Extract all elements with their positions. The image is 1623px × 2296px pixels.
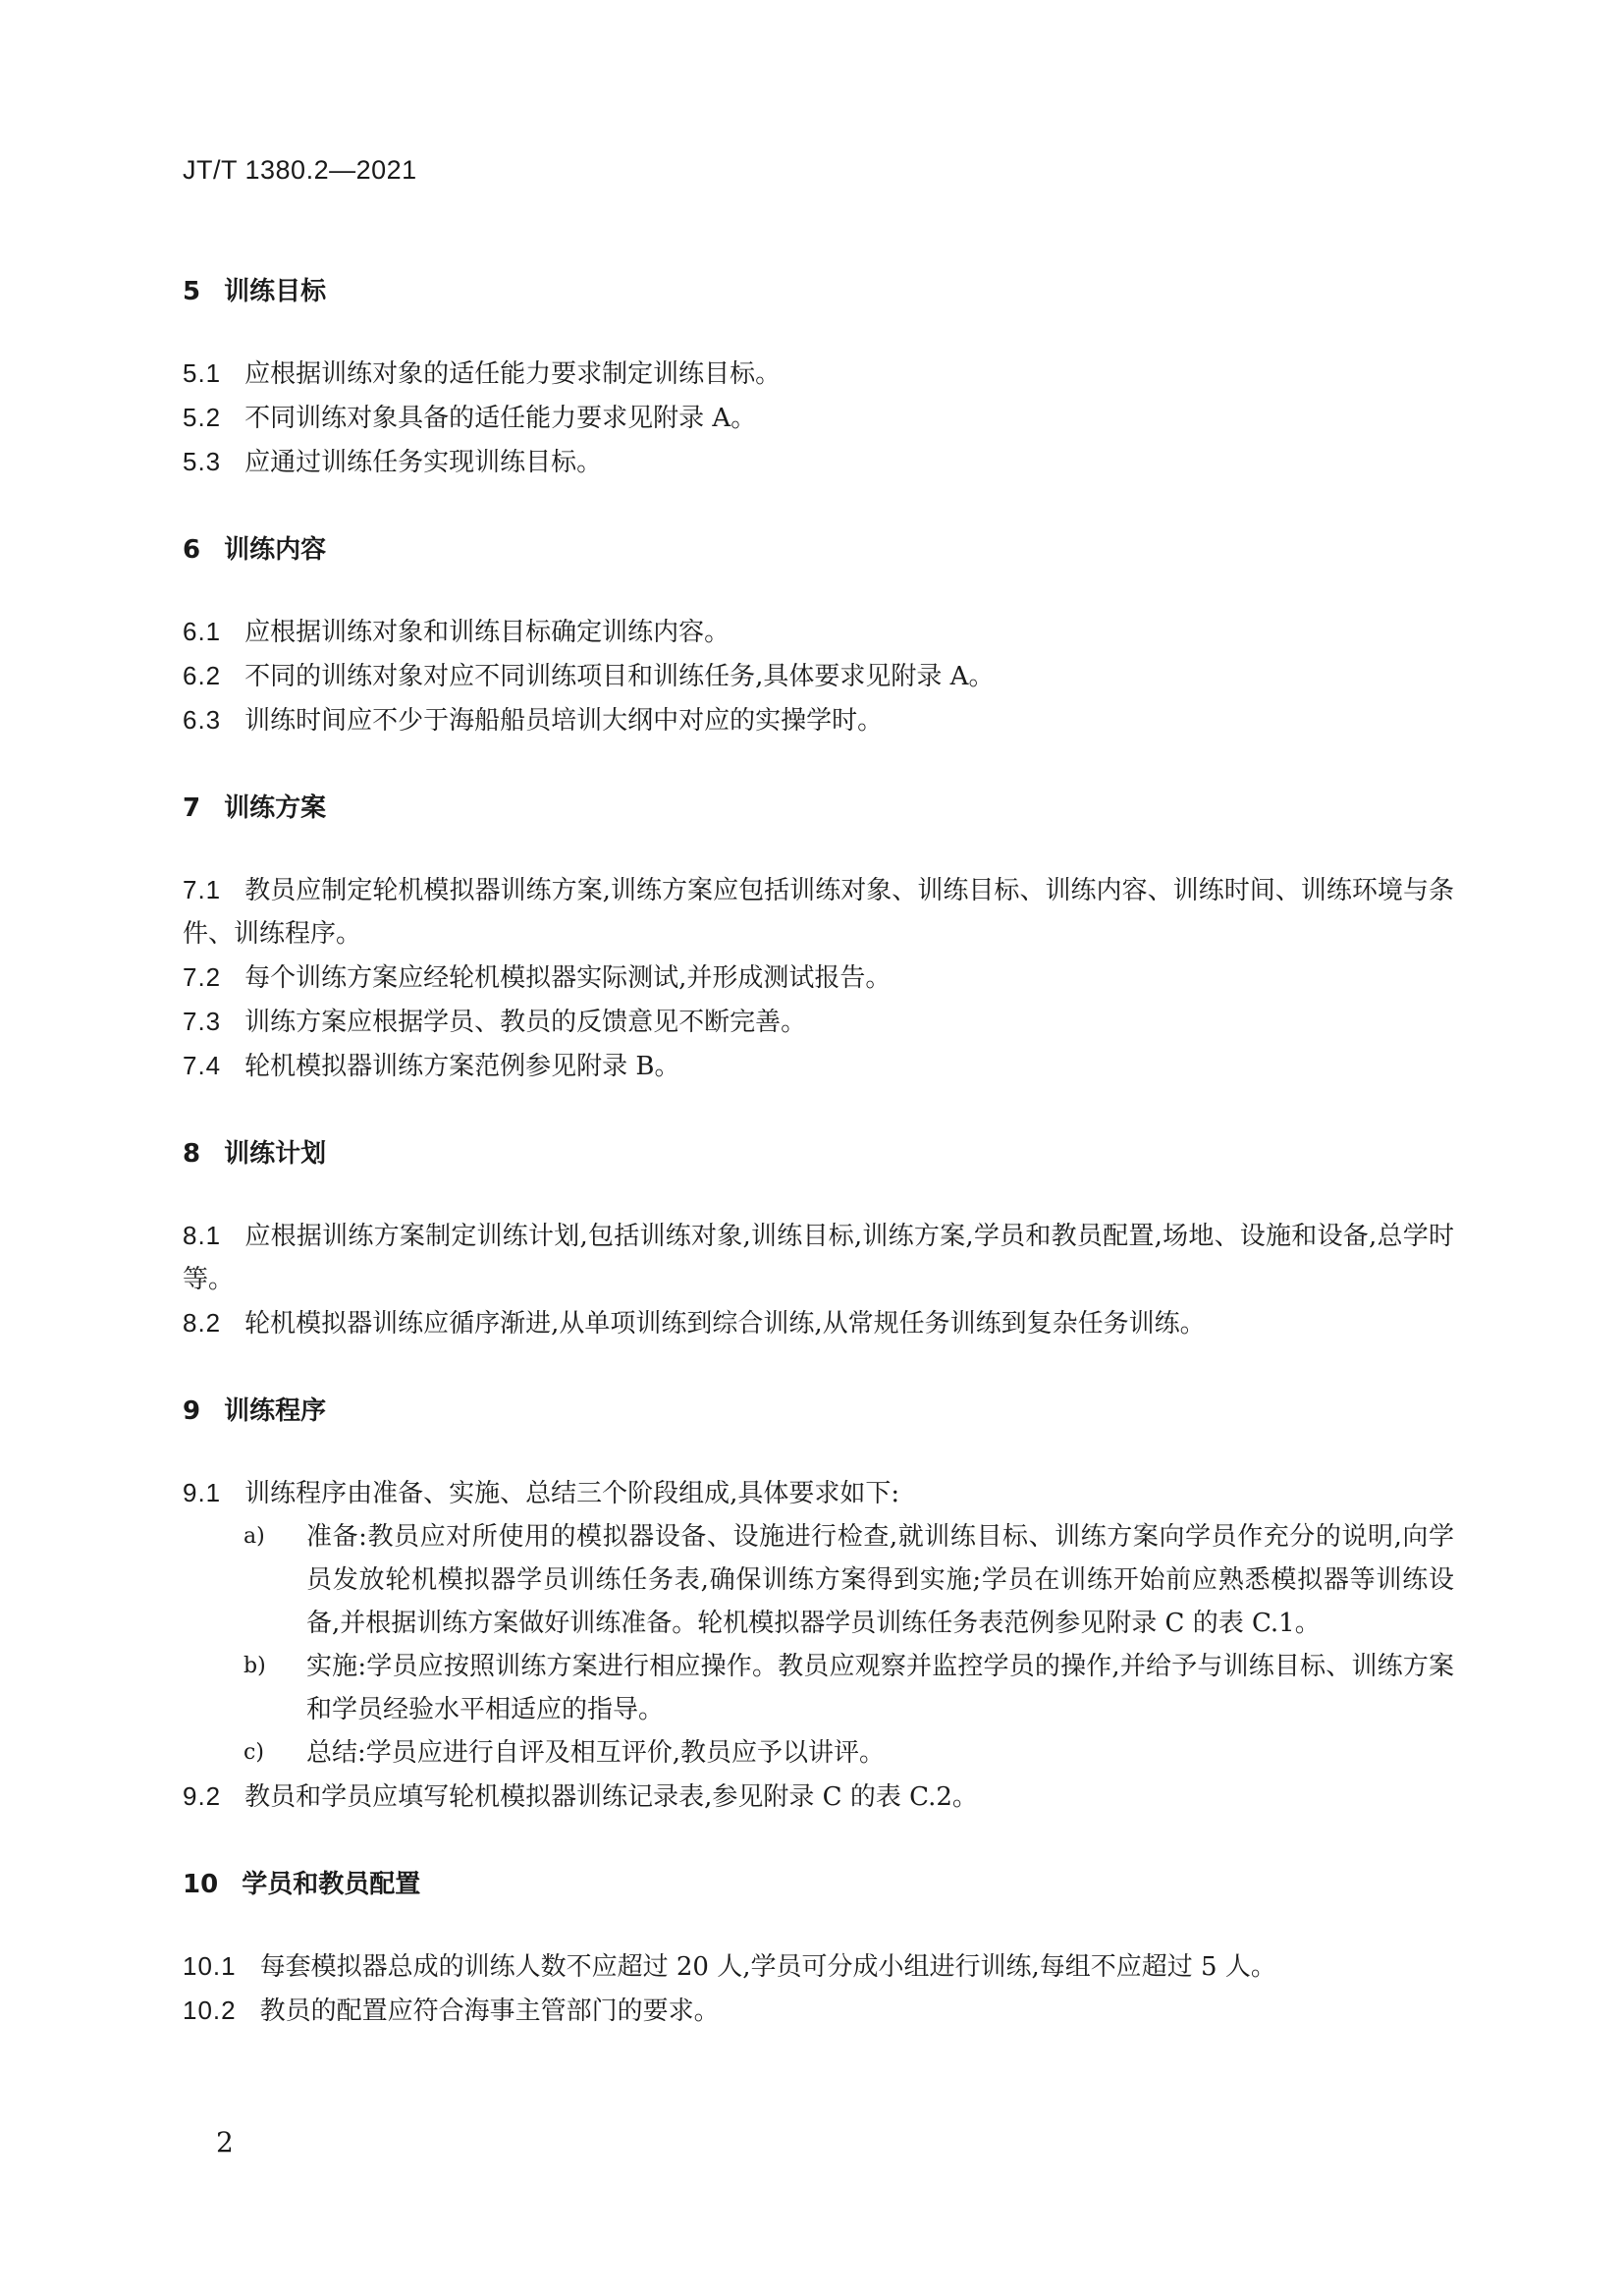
list-marker: c) (243, 1740, 264, 1765)
paragraph (183, 352, 1454, 396)
paragraph (183, 440, 1454, 484)
paragraph-number: 6.1 (183, 617, 222, 646)
paragraph-number: 8.1 (183, 1221, 222, 1250)
paragraph-number: 5.3 (183, 447, 222, 476)
paragraph (183, 956, 1454, 1000)
section-heading (183, 1132, 1454, 1175)
paragraph-number: 8.2 (183, 1308, 222, 1338)
section-title: 训练方案 (224, 793, 327, 823)
section-title: 训练目标 (224, 277, 327, 306)
paragraph (183, 1301, 1454, 1345)
section-title: 训练计划 (224, 1139, 327, 1169)
paragraph-number: 9.2 (183, 1781, 222, 1811)
section-7 (183, 787, 1454, 1088)
paragraph-number: 7.1 (183, 875, 222, 904)
paragraph-number: 6.3 (183, 705, 222, 735)
paragraph (183, 1944, 1454, 1989)
paragraph (183, 610, 1454, 654)
paragraph-text: 教员和学员应填写轮机模拟器训练记录表,参见附录 C 的表 C.2。 (244, 1782, 978, 1812)
paragraph-text: 教员的配置应符合海事主管部门的要求。 (259, 1996, 720, 2026)
paragraph-number: 7.2 (183, 962, 222, 992)
page-number: 2 (216, 2126, 234, 2159)
list-item (183, 1645, 1454, 1731)
section-6 (183, 528, 1454, 742)
paragraph-text: 教员应制定轮机模拟器训练方案,训练方案应包括训练对象、训练目标、训练内容、训练时间、训练环境与条件、训练程序。 (183, 876, 1454, 949)
section-number: 9 (183, 1396, 201, 1426)
section-heading (183, 1390, 1454, 1433)
section-5 (183, 270, 1454, 484)
section-number: 6 (183, 535, 201, 565)
section-title: 学员和教员配置 (242, 1870, 421, 1899)
list-item (183, 1515, 1454, 1645)
section-heading (183, 787, 1454, 830)
paragraph-number: 5.2 (183, 403, 222, 432)
paragraph (183, 654, 1454, 698)
paragraph-number: 10.2 (183, 1995, 237, 2025)
paragraph (183, 1044, 1454, 1088)
paragraph (183, 1471, 1454, 1515)
section-9 (183, 1390, 1454, 1819)
paragraph (183, 698, 1454, 742)
section-title: 训练内容 (224, 535, 327, 565)
paragraph (183, 1214, 1454, 1301)
paragraph (183, 868, 1454, 956)
document-body (183, 270, 1454, 2077)
paragraph (183, 1000, 1454, 1044)
paragraph-text: 训练时间应不少于海船船员培训大纲中对应的实操学时。 (244, 706, 884, 736)
section-title: 训练程序 (224, 1396, 327, 1426)
paragraph-text: 轮机模拟器训练应循序渐进,从单项训练到综合训练,从常规任务训练到复杂任务训练。 (244, 1309, 1206, 1339)
document-id: JT/T 1380.2—2021 (183, 155, 417, 185)
section-8 (183, 1132, 1454, 1345)
paragraph-text: 应根据训练对象的适任能力要求制定训练目标。 (244, 359, 782, 389)
paragraph-text: 应根据训练方案制定训练计划,包括训练对象,训练目标,训练方案,学员和教员配置,场地、设施和设备,总学时等。 (183, 1222, 1454, 1294)
paragraph-number: 6.2 (183, 661, 222, 690)
paragraph-text: 应根据训练对象和训练目标确定训练内容。 (244, 618, 730, 647)
list-item (183, 1731, 1454, 1775)
paragraph-number: 7.3 (183, 1007, 222, 1036)
paragraph-text: 每套模拟器总成的训练人数不应超过 20 人,学员可分成小组进行训练,每组不应超过 5 人。 (259, 1952, 1276, 1982)
paragraph-text: 轮机模拟器训练方案范例参见附录 B。 (244, 1052, 680, 1081)
paragraph-text: 训练方案应根据学员、教员的反馈意见不断完善。 (244, 1008, 807, 1037)
list-item-text: 总结:学员应进行自评及相互评价,教员应予以讲评。 (306, 1738, 886, 1768)
section-number: 7 (183, 793, 201, 823)
paragraph-text: 训练程序由准备、实施、总结三个阶段组成,具体要求如下: (244, 1479, 900, 1508)
list-marker: b) (243, 1654, 266, 1678)
section-heading (183, 1863, 1454, 1906)
paragraph-number: 9.1 (183, 1478, 222, 1507)
paragraph-text: 每个训练方案应经轮机模拟器实际测试,并形成测试报告。 (244, 963, 892, 993)
paragraph-text: 应通过训练任务实现训练目标。 (244, 448, 603, 477)
section-10 (183, 1863, 1454, 2033)
paragraph-number: 5.1 (183, 358, 222, 388)
list-marker: a) (243, 1524, 265, 1549)
section-number: 10 (183, 1870, 219, 1899)
paragraph (183, 396, 1454, 440)
list-item-text: 实施:学员应按照训练方案进行相应操作。教员应观察并监控学员的操作,并给予与训练目标、训练方案和学员经验水平相适应的指导。 (306, 1652, 1454, 1724)
section-number: 5 (183, 277, 201, 306)
section-number: 8 (183, 1139, 201, 1169)
paragraph-text: 不同训练对象具备的适任能力要求见附录 A。 (244, 404, 757, 433)
section-heading (183, 270, 1454, 313)
paragraph-number: 7.4 (183, 1051, 222, 1080)
paragraph-number: 10.1 (183, 1951, 237, 1981)
paragraph (183, 1989, 1454, 2033)
section-heading (183, 528, 1454, 572)
paragraph-text: 不同的训练对象对应不同训练项目和训练任务,具体要求见附录 A。 (244, 662, 995, 691)
list-item-text: 准备:教员应对所使用的模拟器设备、设施进行检查,就训练目标、训练方案向学员作充分的说明,向学员发放轮机模拟器学员训练任务表,确保训练方案得到实施;学员在训练开始前应熟悉模拟器等训练设备,并根据训练方案做好训练准备。轮机模拟器学员训练任务表范例参见附录 C 的表 C.1。 (306, 1522, 1454, 1638)
paragraph (183, 1775, 1454, 1819)
